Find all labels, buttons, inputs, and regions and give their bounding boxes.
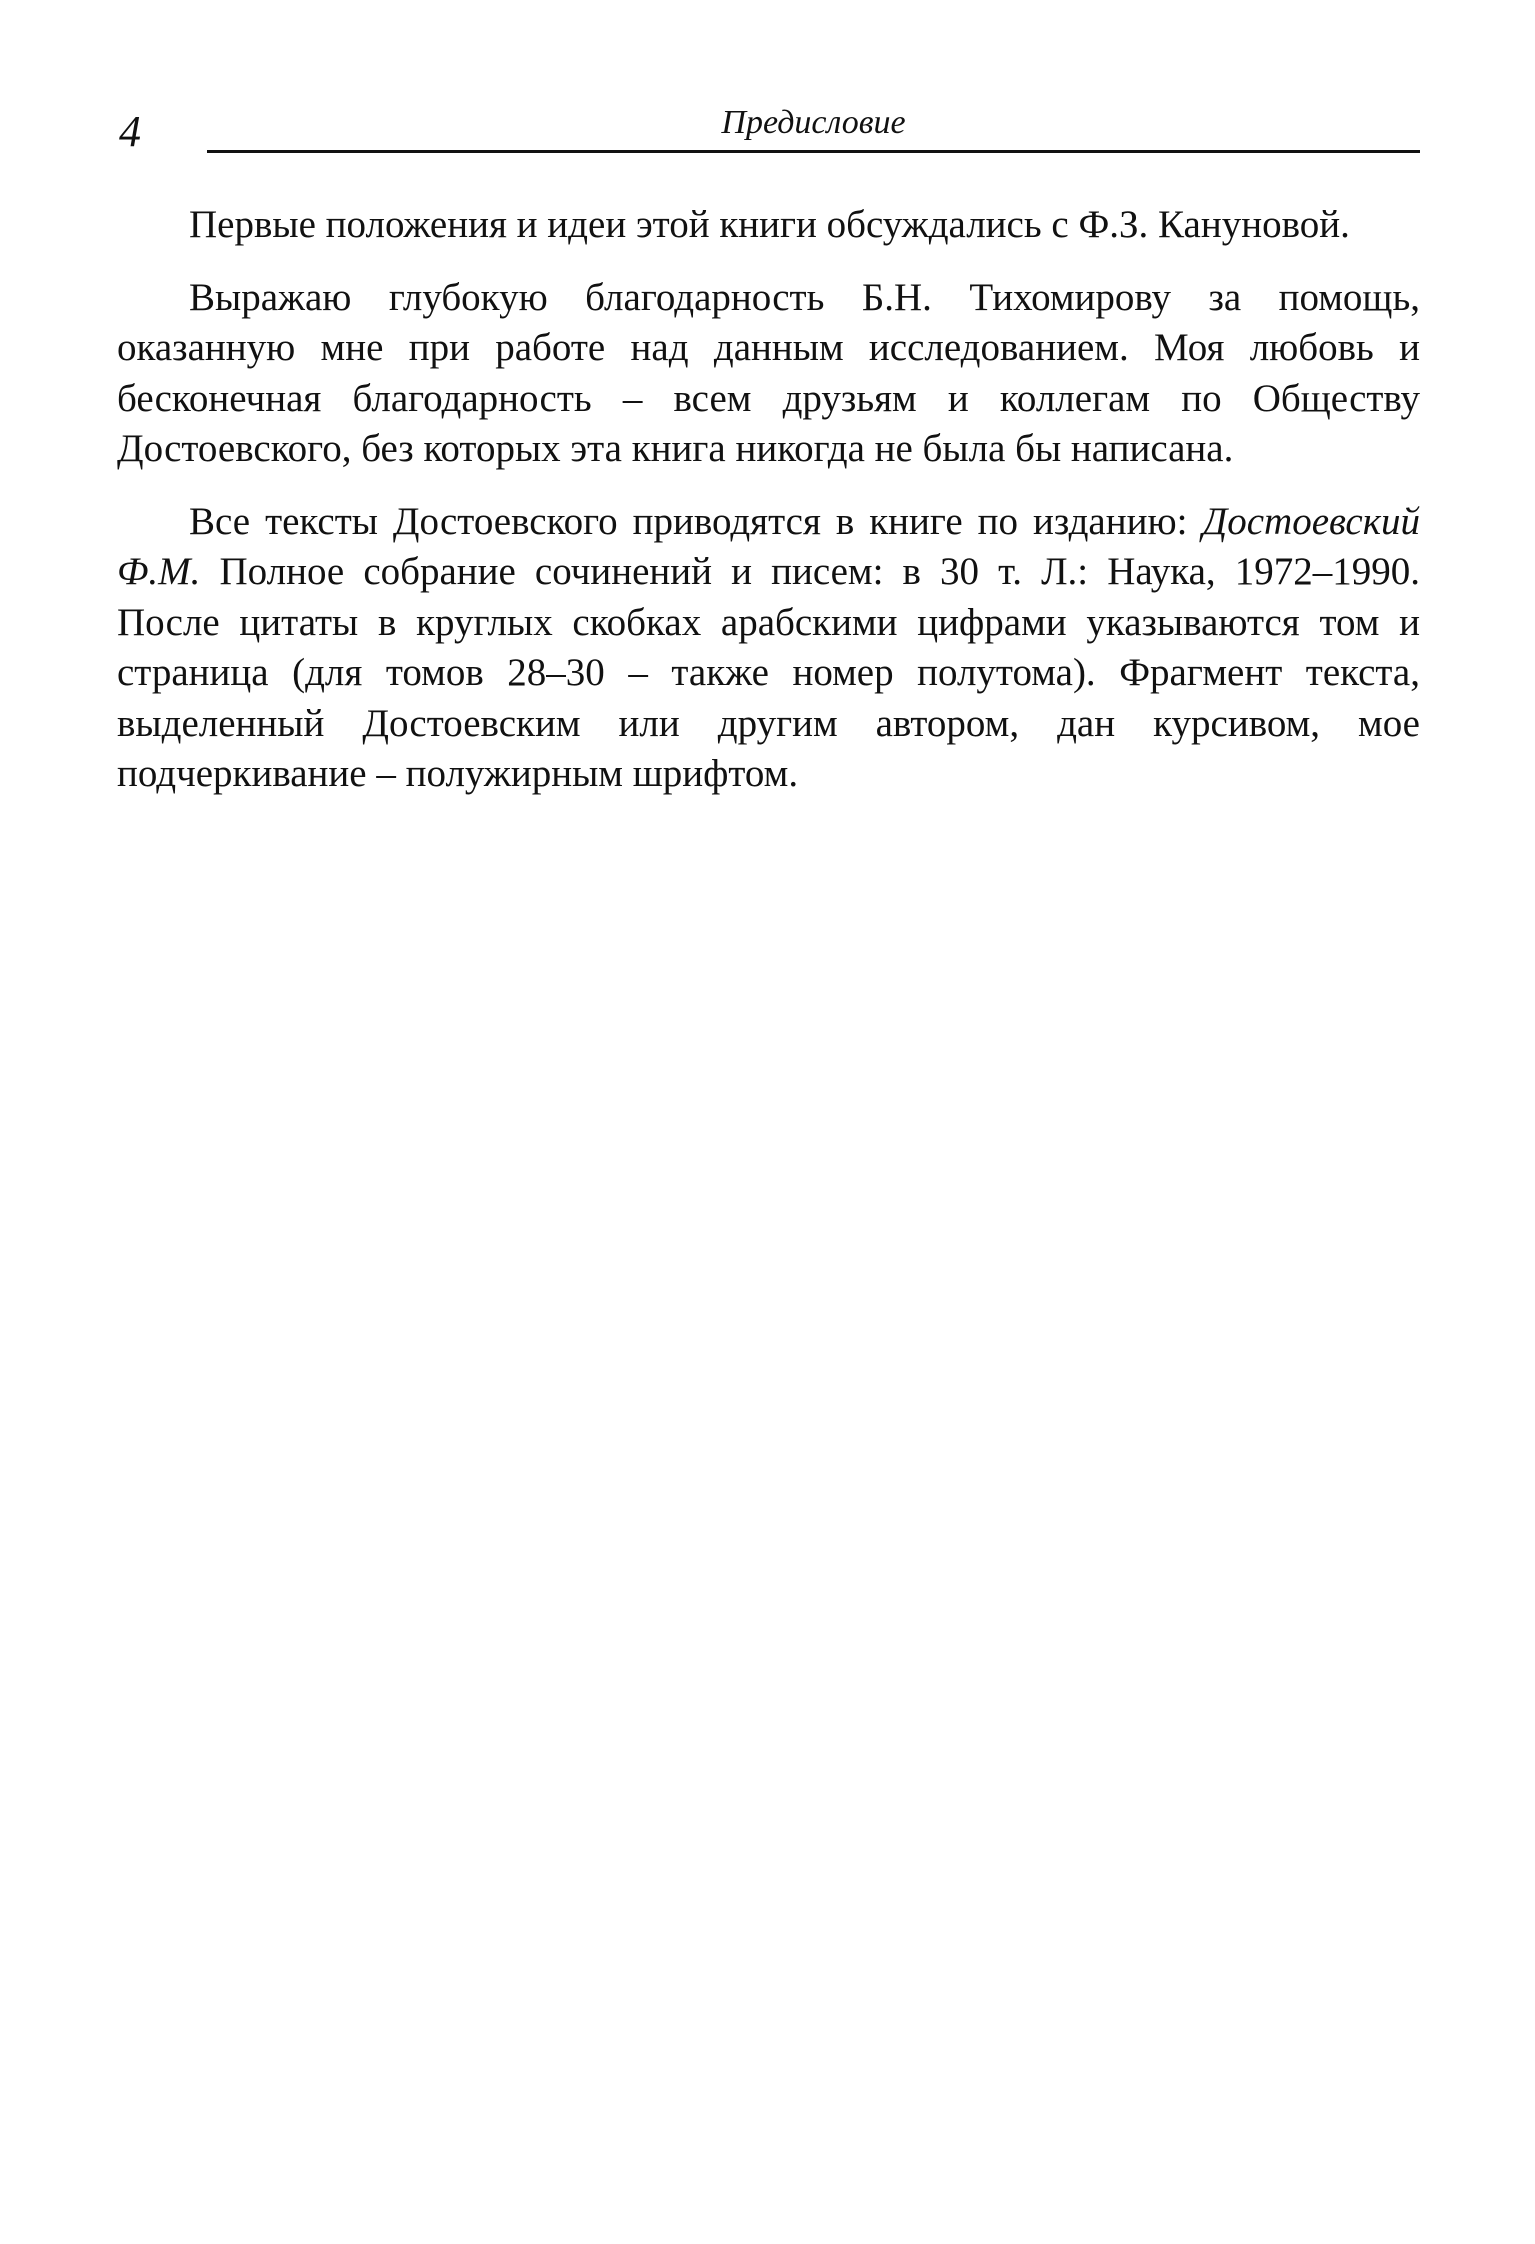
- edition-note-lead: Все тексты Достоевского приводятся в книге по изданию:: [189, 499, 1203, 543]
- running-header: [117, 100, 1420, 156]
- paragraph-acknowledgment-tikhomirov: Выражаю глубокую благодарность Б.Н. Тихомирову за помощь, оказанную мне при работе над данным исследованием. Моя любовь и бесконечная благодарность – всем друзьям и коллегам по Обществу Достоевского, без которых эта книга никогда не была бы написана.: [117, 275, 1420, 470]
- edition-author: Достоевский Ф.М.: [117, 499, 1420, 593]
- header-rule: [207, 150, 1420, 153]
- paragraph-edition-note: [117, 497, 1420, 800]
- paragraph-acknowledgment-kanunova: Первые положения и идеи этой книги обсуждались с Ф.З. Кануновой.: [189, 203, 1350, 246]
- page-number: 4: [119, 107, 141, 156]
- body-text: [117, 200, 1420, 800]
- running-title: Предисловие: [721, 104, 906, 141]
- edition-note-rest: Полное собрание сочинений и писем: в 30 т. Л.: Наука, 1972–1990. После цитаты в круглых скобках арабскими цифрами указываются том и страница (для томов 28–30 – также номер полутома). Фрагмент текста, выделенный Достоевским или другим автором, дан курсивом, мое подчеркивание – полужирным шрифтом.: [117, 550, 1420, 795]
